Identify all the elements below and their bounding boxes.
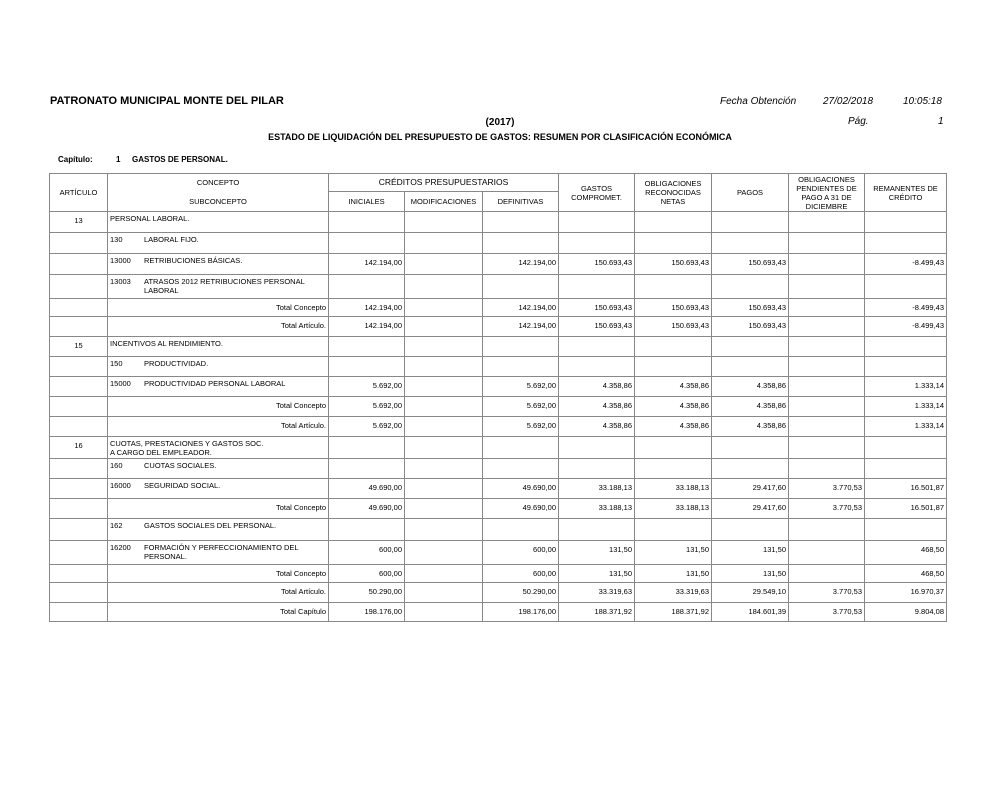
- obligaciones-value: 131,50: [635, 541, 712, 565]
- iniciales-value: 600,00: [329, 541, 405, 565]
- pagos-value: 184.601,39: [712, 603, 789, 622]
- table-row: [50, 317, 947, 337]
- definitivas-value: 600,00: [483, 565, 559, 583]
- budget-table: [49, 173, 947, 622]
- pagos-value: 4.358,86: [712, 377, 789, 397]
- remanentes-value: -8.499,43: [865, 317, 947, 337]
- definitivas-value: 49.690,00: [483, 499, 559, 519]
- article-code: 13: [50, 212, 108, 233]
- page-label: Pág.: [848, 116, 869, 127]
- time-value: 10:05:18: [903, 96, 942, 107]
- table-row: [50, 299, 947, 317]
- pagos-value: 29.549,10: [712, 583, 789, 603]
- table-row: [50, 357, 947, 377]
- iniciales-value: 142.194,00: [329, 254, 405, 275]
- definitivas-value: 142.194,00: [483, 317, 559, 337]
- article-code: 15: [50, 337, 108, 357]
- chapter-number: 1: [116, 155, 121, 164]
- obligaciones-value: 33.319,63: [635, 583, 712, 603]
- total-label: Total Artículo.: [108, 583, 329, 603]
- pendientes-value: [789, 565, 865, 583]
- definitivas-value: 142.194,00: [483, 299, 559, 317]
- subconcept-name: SEGURIDAD SOCIAL.: [144, 481, 221, 490]
- pendientes-value: [789, 397, 865, 417]
- pendientes-value: 3.770,53: [789, 499, 865, 519]
- gastos-value: 33.319,63: [559, 583, 635, 603]
- gastos-value: 188.371,92: [559, 603, 635, 622]
- remanentes-value: 9.804,08: [865, 603, 947, 622]
- remanentes-value: 16.970,37: [865, 583, 947, 603]
- table-row: [50, 479, 947, 499]
- report-year: (2017): [485, 117, 515, 128]
- pendientes-value: [789, 299, 865, 317]
- col-gastos: GASTOS COMPROMET.: [559, 174, 635, 212]
- obligaciones-value: 4.358,86: [635, 397, 712, 417]
- remanentes-value: 1.333,14: [865, 377, 947, 397]
- pendientes-value: [789, 254, 865, 275]
- date-label: Fecha Obtención: [720, 96, 797, 107]
- remanentes-value: 468,50: [865, 565, 947, 583]
- table-row: [50, 254, 947, 275]
- pagos-value: 131,50: [712, 541, 789, 565]
- concept-name: CUOTAS SOCIALES.: [144, 461, 217, 470]
- table-row: [50, 397, 947, 417]
- pagos-value: 131,50: [712, 565, 789, 583]
- col-remanentes: REMANENTES DE CRÉDITO: [865, 174, 947, 212]
- table-row: [50, 565, 947, 583]
- definitivas-value: 600,00: [483, 541, 559, 565]
- gastos-value: 150.693,43: [559, 254, 635, 275]
- obligaciones-value: 33.188,13: [635, 499, 712, 519]
- definitivas-value: 5.692,00: [483, 397, 559, 417]
- obligaciones-value: 4.358,86: [635, 417, 712, 437]
- table-row: [50, 583, 947, 603]
- iniciales-value: 5.692,00: [329, 417, 405, 437]
- pagos-value: 29.417,60: [712, 479, 789, 499]
- total-label: Total Concepto: [108, 299, 329, 317]
- remanentes-value: 16.501,87: [865, 499, 947, 519]
- table-row: [50, 377, 947, 397]
- definitivas-value: 5.692,00: [483, 377, 559, 397]
- chapter-label: Capítulo:: [58, 155, 93, 164]
- gastos-value: 33.188,13: [559, 499, 635, 519]
- subconcept-name: ATRASOS 2012 RETRIBUCIONES PERSONAL LABORAL: [144, 277, 305, 295]
- gastos-value: 131,50: [559, 541, 635, 565]
- concept-code: 130: [110, 235, 123, 244]
- iniciales-value: 600,00: [329, 565, 405, 583]
- article-code: 16: [50, 437, 108, 459]
- gastos-value: 150.693,43: [559, 299, 635, 317]
- gastos-value: 4.358,86: [559, 397, 635, 417]
- pendientes-value: [789, 417, 865, 437]
- gastos-value: 4.358,86: [559, 377, 635, 397]
- col-concepto: CONCEPTO: [108, 174, 329, 192]
- obligaciones-value: 33.188,13: [635, 479, 712, 499]
- obligaciones-value: 150.693,43: [635, 254, 712, 275]
- table-row: [50, 499, 947, 519]
- pagos-value: 150.693,43: [712, 317, 789, 337]
- pagos-value: 150.693,43: [712, 299, 789, 317]
- pendientes-value: [789, 317, 865, 337]
- definitivas-value: 50.290,00: [483, 583, 559, 603]
- subconcept-code: 16000: [110, 481, 131, 490]
- remanentes-value: -8.499,43: [865, 254, 947, 275]
- col-obligaciones: OBLIGACIONES RECONOCIDAS NETAS: [635, 174, 712, 212]
- pagos-value: 150.693,43: [712, 254, 789, 275]
- remanentes-value: 16.501,87: [865, 479, 947, 499]
- obligaciones-value: 4.358,86: [635, 377, 712, 397]
- definitivas-value: 49.690,00: [483, 479, 559, 499]
- concept-code: 162: [110, 521, 123, 530]
- total-label: Total Artículo.: [108, 417, 329, 437]
- pagos-value: 4.358,86: [712, 417, 789, 437]
- iniciales-value: 5.692,00: [329, 397, 405, 417]
- report-title: ESTADO DE LIQUIDACIÓN DEL PRESUPUESTO DE GASTOS: RESUMEN POR CLASIFICACIÓN ECONÓMICA: [268, 132, 732, 142]
- col-subconcepto: SUBCONCEPTO: [108, 192, 329, 212]
- pendientes-value: 3.770,53: [789, 603, 865, 622]
- concept-code: 150: [110, 359, 123, 368]
- pendientes-value: [789, 541, 865, 565]
- iniciales-value: 142.194,00: [329, 317, 405, 337]
- pendientes-value: [789, 377, 865, 397]
- definitivas-value: 5.692,00: [483, 417, 559, 437]
- iniciales-value: 49.690,00: [329, 479, 405, 499]
- iniciales-value: 198.176,00: [329, 603, 405, 622]
- table-row: [50, 603, 947, 622]
- pendientes-value: 3.770,53: [789, 583, 865, 603]
- col-articulo: ARTÍCULO: [50, 174, 108, 212]
- table-row: [50, 437, 947, 459]
- concept-name: LABORAL FIJO.: [144, 235, 199, 244]
- obligaciones-value: 188.371,92: [635, 603, 712, 622]
- concept-name: PRODUCTIVIDAD.: [144, 359, 209, 368]
- gastos-value: 150.693,43: [559, 317, 635, 337]
- col-definitivas: DEFINITIVAS: [483, 192, 559, 212]
- iniciales-value: 49.690,00: [329, 499, 405, 519]
- table-row: [50, 275, 947, 299]
- organization-name: PATRONATO MUNICIPAL MONTE DEL PILAR: [50, 95, 284, 107]
- total-label: Total Capítulo: [108, 603, 329, 622]
- pagos-value: 4.358,86: [712, 397, 789, 417]
- gastos-value: 131,50: [559, 565, 635, 583]
- chapter-name: GASTOS DE PERSONAL.: [132, 155, 228, 164]
- subconcept-code: 15000: [110, 379, 131, 388]
- pagos-value: 29.417,60: [712, 499, 789, 519]
- table-row: [50, 519, 947, 541]
- concept-code: 160: [110, 461, 123, 470]
- article-name: INCENTIVOS AL RENDIMIENTO.: [108, 337, 329, 357]
- table-row: [50, 459, 947, 479]
- article-name: PERSONAL LABORAL.: [108, 212, 329, 233]
- subconcept-name: PRODUCTIVIDAD PERSONAL LABORAL: [144, 379, 286, 388]
- remanentes-value: 1.333,14: [865, 397, 947, 417]
- iniciales-value: 50.290,00: [329, 583, 405, 603]
- table-row: [50, 233, 947, 254]
- subconcept-name: FORMACIÓN Y PERFECCIONAMIENTO DEL PERSONAL.: [144, 543, 299, 561]
- col-creditos: CRÉDITOS PRESUPUESTARIOS: [329, 174, 559, 192]
- remanentes-value: 468,50: [865, 541, 947, 565]
- total-label: Total Concepto: [108, 397, 329, 417]
- obligaciones-value: 150.693,43: [635, 299, 712, 317]
- remanentes-value: 1.333,14: [865, 417, 947, 437]
- table-row: [50, 417, 947, 437]
- obligaciones-value: 131,50: [635, 565, 712, 583]
- table-row: [50, 212, 947, 233]
- col-modificaciones: MODIFICACIONES: [405, 192, 483, 212]
- total-label: Total Concepto: [108, 499, 329, 519]
- definitivas-value: 142.194,00: [483, 254, 559, 275]
- col-pendientes: OBLIGACIONES PENDIENTES DE PAGO A 31 DE DICIEMBRE: [789, 174, 865, 212]
- page-number: 1: [938, 116, 944, 127]
- definitivas-value: 198.176,00: [483, 603, 559, 622]
- remanentes-value: -8.499,43: [865, 299, 947, 317]
- subconcept-code: 13000: [110, 256, 131, 265]
- date-value: 27/02/2018: [823, 96, 874, 107]
- table-row: [50, 541, 947, 565]
- subconcept-code: 13003: [110, 277, 131, 286]
- subconcept-name: RETRIBUCIONES BÁSICAS.: [144, 256, 243, 265]
- total-label: Total Concepto: [108, 565, 329, 583]
- col-iniciales: INICIALES: [329, 192, 405, 212]
- iniciales-value: 142.194,00: [329, 299, 405, 317]
- total-label: Total Artículo.: [108, 317, 329, 337]
- gastos-value: 33.188,13: [559, 479, 635, 499]
- gastos-value: 4.358,86: [559, 417, 635, 437]
- col-pagos: PAGOS: [712, 174, 789, 212]
- article-name: CUOTAS, PRESTACIONES Y GASTOS SOC. A CARGO DEL EMPLEADOR.: [108, 437, 329, 459]
- concept-name: GASTOS SOCIALES DEL PERSONAL.: [144, 521, 277, 530]
- obligaciones-value: 150.693,43: [635, 317, 712, 337]
- iniciales-value: 5.692,00: [329, 377, 405, 397]
- table-row: [50, 337, 947, 357]
- subconcept-code: 16200: [110, 543, 131, 552]
- pendientes-value: 3.770,53: [789, 479, 865, 499]
